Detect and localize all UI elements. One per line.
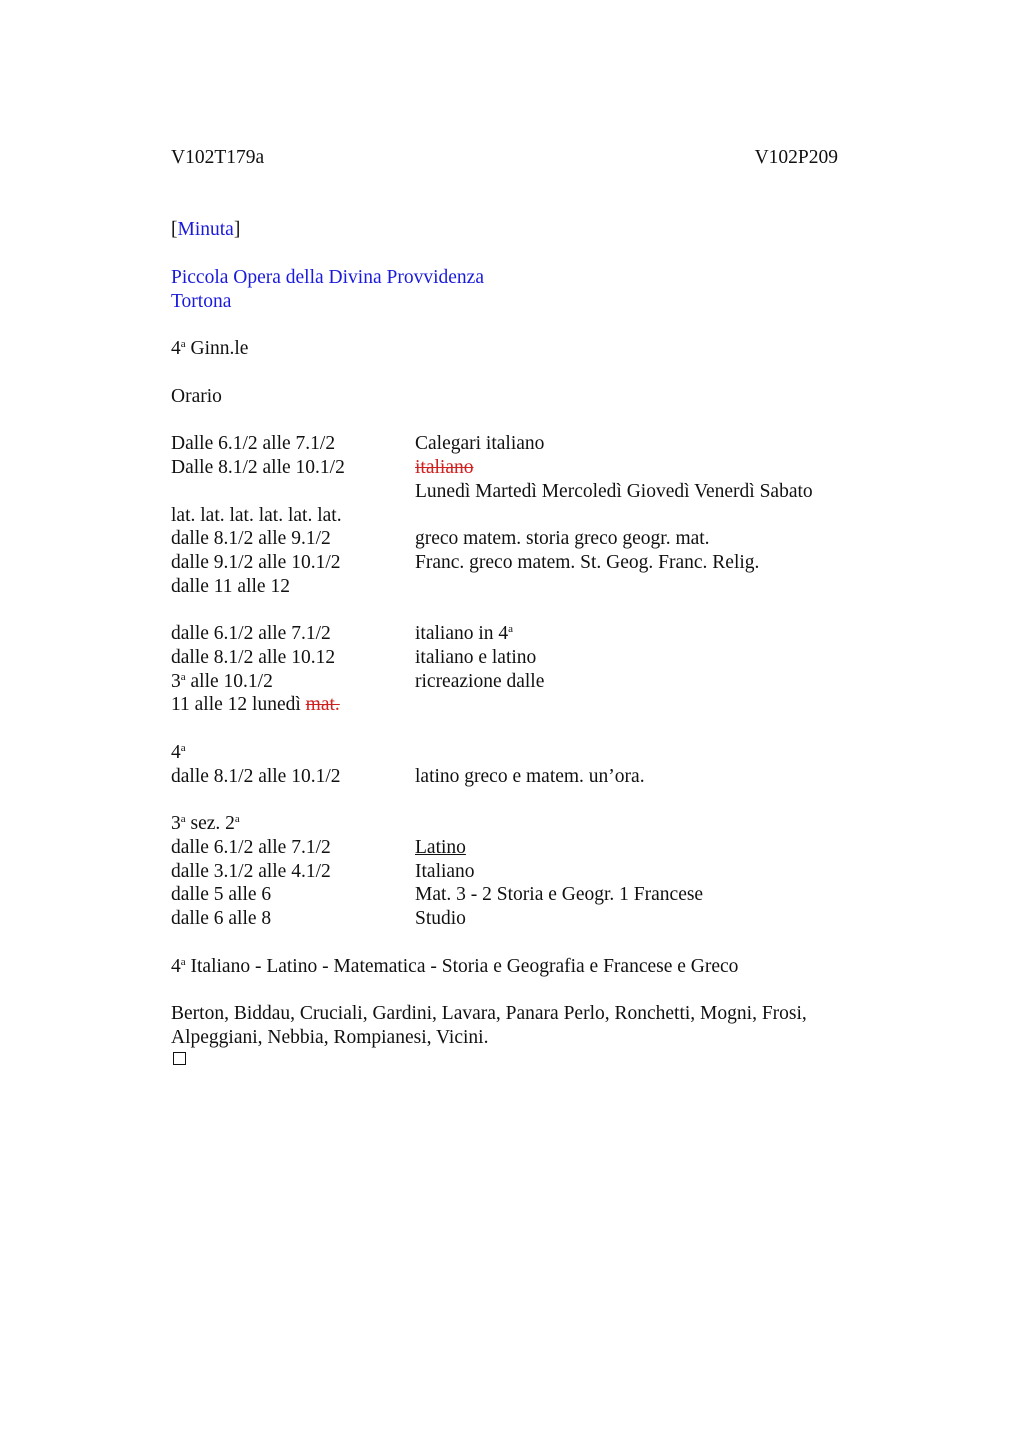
- b4-heading-sup2: a: [234, 813, 240, 825]
- b2-row4: [171, 693, 340, 717]
- b2-row3-time: [171, 670, 273, 694]
- square-outline-icon: [173, 1052, 186, 1065]
- b4-heading-sup1: a: [180, 813, 186, 825]
- b3-heading: [171, 741, 186, 765]
- b1-row5-time: dalle 11 alle 12: [171, 576, 290, 597]
- b1-row2-struck-subject: italiano: [415, 457, 474, 478]
- b2-row1-subject-text: italiano in 4: [415, 623, 509, 644]
- b1-row3-time: dalle 8.1/2 alle 9.1/2: [171, 528, 331, 549]
- b3-row1-time: dalle 8.1/2 alle 10.1/2: [171, 766, 341, 787]
- b4-row2-time: dalle 3.1/2 alle 4.1/2: [171, 861, 331, 882]
- ref-right: V102P209: [754, 147, 838, 168]
- minuta-open-bracket: [: [171, 219, 178, 240]
- b2-row4-struck: mat.: [305, 694, 340, 715]
- subjects-line-num: 4: [171, 956, 181, 977]
- minuta-label: Minuta: [177, 219, 234, 240]
- b4-row3-time: dalle 5 alle 6: [171, 884, 272, 905]
- class-title-sup: a: [180, 338, 186, 350]
- institution-city: Tortona: [171, 291, 232, 312]
- b2-row4-text: 11 alle 12 lunedì: [171, 694, 306, 715]
- subjects-line-text: Italiano - Latino - Matematica - Storia e Geografia e Francese e Greco: [185, 956, 739, 977]
- b1-row3-subjects: greco matem. storia greco geogr. mat.: [415, 528, 710, 549]
- b2-row3-num: 3: [171, 671, 181, 692]
- minuta-line: [171, 218, 240, 242]
- b1-lat-row: lat. lat. lat. lat. lat. lat.: [171, 505, 342, 526]
- b4-row4-time: dalle 6 alle 8: [171, 908, 272, 929]
- b2-row3-sup: a: [180, 671, 186, 683]
- names-line1: Berton, Biddau, Cruciali, Gardini, Lavara, Panara Perlo, Ronchetti, Mogni, Frosi,: [171, 1003, 807, 1024]
- b3-row1-subjects: latino greco e matem. un’ora.: [415, 766, 645, 787]
- b3-heading-sup: a: [180, 742, 186, 754]
- institution-name: Piccola Opera della Divina Provvidenza: [171, 267, 484, 288]
- b4-row4-subject: Studio: [415, 908, 466, 929]
- names-line2: Alpeggiani, Nebbia, Rompianesi, Vicini.: [171, 1027, 489, 1048]
- class-title-num: 4: [171, 338, 181, 359]
- b4-row2-subject: Italiano: [415, 861, 475, 882]
- subjects-line: [171, 955, 738, 979]
- b4-heading: [171, 812, 240, 836]
- b4-row1-subject: Latino: [415, 837, 466, 858]
- b4-row1-time: dalle 6.1/2 alle 7.1/2: [171, 837, 331, 858]
- b1-days-header: Lunedì Martedì Mercoledì Giovedì Venerdì Sabato: [415, 481, 813, 502]
- b4-heading-mid: sez. 2: [185, 813, 235, 834]
- subjects-line-sup: a: [180, 956, 186, 968]
- class-title-text: Ginn.le: [185, 338, 249, 359]
- b1-row1-time: Dalle 6.1/2 alle 7.1/2: [171, 433, 336, 454]
- ref-left: V102T179a: [171, 147, 265, 168]
- minuta-close-bracket: ]: [233, 219, 241, 240]
- b2-row1-time: dalle 6.1/2 alle 7.1/2: [171, 623, 331, 644]
- b4-row3-subject: Mat. 3 - 2 Storia e Geogr. 1 Francese: [415, 884, 704, 905]
- b3-heading-num: 4: [171, 742, 181, 763]
- orario-label: Orario: [171, 386, 222, 407]
- class-title: [171, 337, 248, 361]
- b4-heading-num: 3: [171, 813, 181, 834]
- b2-row3-text: alle 10.1/2: [185, 671, 273, 692]
- b2-row2-time: dalle 8.1/2 alle 10.12: [171, 647, 336, 668]
- b2-row1-subject-sup: a: [508, 623, 514, 635]
- b1-row1-subject: Calegari italiano: [415, 433, 545, 454]
- b1-row4-subjects: Franc. greco matem. St. Geog. Franc. Relig.: [415, 552, 760, 573]
- b2-row2-subject: italiano e latino: [415, 647, 537, 668]
- b1-row4-time: dalle 9.1/2 alle 10.1/2: [171, 552, 341, 573]
- b2-row3-subject: ricreazione dalle: [415, 671, 545, 692]
- b1-row2-time: Dalle 8.1/2 alle 10.1/2: [171, 457, 345, 478]
- b2-row1-subject: [415, 622, 513, 646]
